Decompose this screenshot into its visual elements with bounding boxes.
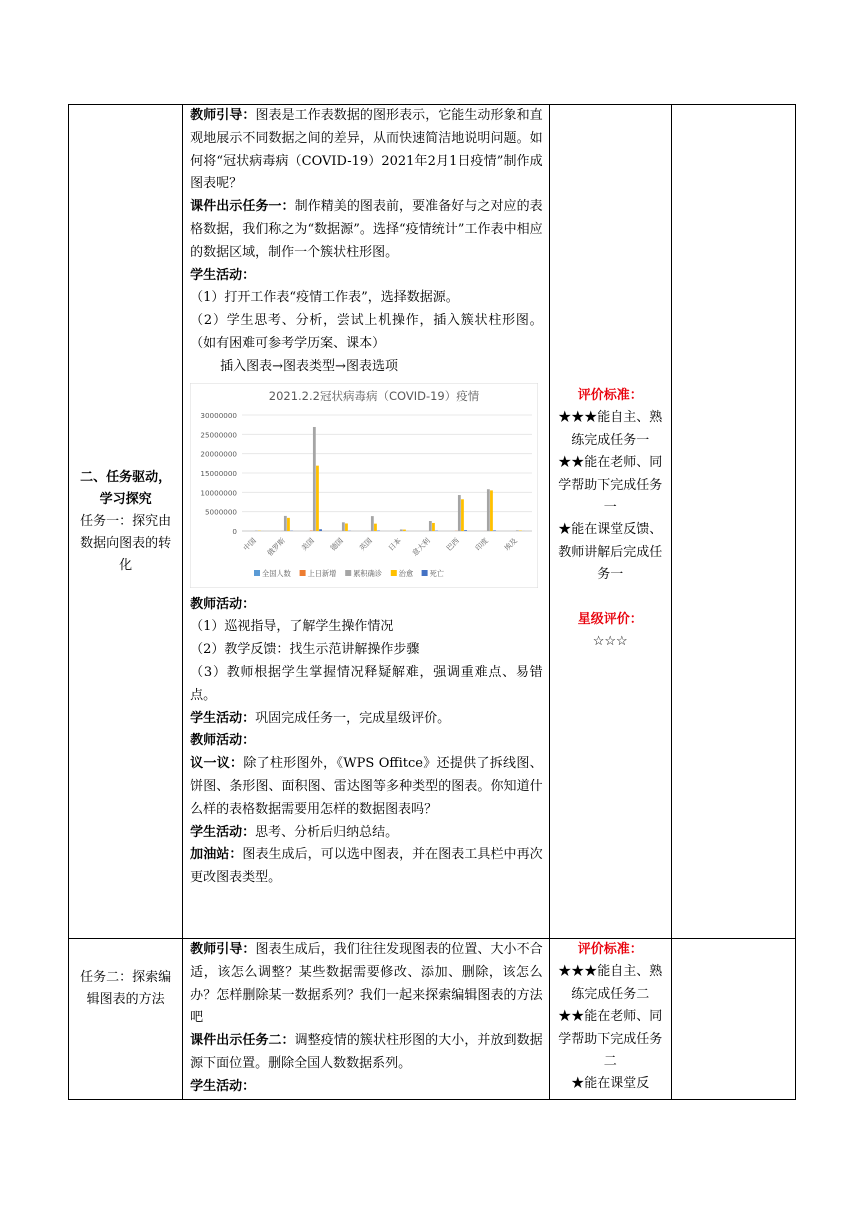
- y-tick-label: 5000000: [205, 507, 238, 517]
- bar-治愈-巴西: [461, 499, 464, 531]
- tip-text: 图表生成后，可以选中图表，并在图表工具栏中再次更改图表类型。: [190, 847, 543, 886]
- x-tick-label: 意大利: [410, 535, 433, 558]
- stage-cell-task1: [69, 105, 183, 939]
- step-1: （1）打开工作表“疫情工作表”，选择数据源。: [190, 290, 459, 306]
- bar-治愈-美国: [316, 465, 319, 530]
- x-tick-label: 英国: [357, 535, 375, 553]
- student-activity-3-text: 思考、分析后归纳总结。: [255, 824, 399, 840]
- x-tick-label: 印度: [473, 535, 491, 553]
- teacher-guide-2-text: 图表生成后，我们往往发现图表的位置、大小不合适，该怎么调整？某些数据需要修改、添加、删除，该怎么办？怎样删除某一数据系列？我们一起来探索编辑图表的方法吧: [190, 942, 543, 1026]
- bar-死亡-美国: [319, 529, 322, 531]
- eval2-level-2: ★★能在老师、同学帮助下完成任务二: [558, 1009, 663, 1070]
- step-2: （2）学生思考、分析，尝试上机操作，插入簇状柱形图。（如有困难可参考学历案、课本）: [190, 313, 543, 351]
- eval-title-2: 评价标准：: [577, 942, 643, 957]
- label-teacher-guide-2: 教师引导：: [190, 942, 256, 957]
- legend-swatch: [300, 570, 306, 576]
- bar-累积确诊-俄罗斯: [284, 515, 287, 530]
- label-student-activity-3: 学生活动：: [190, 824, 256, 840]
- bar-累积确诊-德国: [342, 522, 345, 531]
- label-teacher-guide: 教师引导：: [190, 108, 256, 123]
- label-task1: 课件出示任务一：: [190, 199, 295, 215]
- eval-level-2: ★★能在老师、同学帮助下完成任务一: [558, 455, 663, 516]
- x-tick-label: 中国: [241, 535, 259, 553]
- bar-死亡-印度: [493, 530, 496, 531]
- star-rating-value: ☆☆☆: [592, 634, 628, 650]
- x-tick-label: 日本: [386, 535, 404, 553]
- bar-累积确诊-巴西: [458, 495, 461, 531]
- y-tick-label: 20000000: [200, 449, 238, 459]
- bar-治愈-印度: [490, 490, 493, 531]
- bar-累积确诊-埃及: [516, 530, 519, 531]
- label-discuss: 议一议：: [190, 756, 244, 772]
- eval2-level-1: ★能在课堂反: [571, 1076, 650, 1092]
- stage-title-task2: 任务二：探索编辑图表的方法: [80, 970, 172, 1007]
- notes-cell-task2: [671, 939, 795, 1100]
- bar-治愈-埃及: [519, 530, 522, 531]
- eval-title: 评价标准：: [577, 388, 643, 403]
- bar-累积确诊-日本: [400, 529, 403, 531]
- y-tick-label: 0: [232, 526, 238, 536]
- star-rating-title: 星级评价：: [577, 611, 643, 627]
- x-tick-label: 美国: [299, 535, 317, 553]
- bar-累积确诊-印度: [487, 489, 490, 531]
- bar-治愈-俄罗斯: [287, 517, 290, 530]
- legend-swatch: [391, 570, 397, 576]
- legend-label: 累积确诊: [353, 568, 383, 578]
- bar-累积确诊-美国: [313, 427, 316, 531]
- legend-label: 治愈: [398, 568, 414, 578]
- lesson-plan-table: [68, 104, 796, 1100]
- bar-累积确诊-意大利: [429, 521, 432, 531]
- legend-label: 全国人数: [262, 568, 291, 578]
- label-tip: 加油站：: [190, 847, 243, 863]
- teacher-step-2: （2）教学反馈：找生示范讲解操作步骤: [190, 642, 420, 658]
- chart-path: 插入图表→图表类型→图表选项: [220, 358, 398, 374]
- x-tick-label: 巴西: [444, 535, 462, 553]
- eval-cell-task1: [549, 105, 671, 939]
- stage-title: 二、任务驱动，学习探究: [80, 469, 172, 507]
- label-student-activity-2: 学生活动：: [190, 710, 256, 726]
- covid-chart: [190, 383, 538, 588]
- eval-level-1: ★能在课堂反馈、教师讲解后完成任务一: [558, 522, 663, 583]
- label-task2: 课件出示任务二：: [190, 1033, 295, 1049]
- bar-治愈-德国: [345, 523, 348, 531]
- eval-cell-task2: [549, 939, 671, 1100]
- chart-svg: [190, 383, 538, 588]
- chart-title: 2021.2.2冠状病毒病（COVID-19）疫情: [268, 388, 480, 403]
- legend-label: 上日新增: [307, 568, 337, 578]
- label-student-activity: 学生活动：: [190, 267, 256, 283]
- stage-cell-task2: [69, 939, 183, 1100]
- y-tick-label: 25000000: [200, 429, 238, 439]
- task1-text: 制作精美的图表前，要准备好与之对应的表格数据，我们称之为“数据源”。选择“疫情统计”工作表中相应的数据区域，制作一个簇状柱形图。: [190, 199, 543, 260]
- eval-level-3: ★★★能自主、熟练完成任务一: [558, 410, 663, 448]
- bar-治愈-英国: [374, 523, 377, 530]
- label-student-activity-4: 学生活动：: [190, 1078, 256, 1094]
- discuss-text: 除了柱形图外，《WPS Offitce》还提供了拆线图、饼图、条形图、面积图、雷达图等多种类型的图表。你知道什么样的表格数据需要用怎样的数据图表吗？: [190, 756, 543, 817]
- teacher-step-1: （1）巡视指导，了解学生操作情况: [190, 619, 394, 635]
- bar-治愈-意大利: [432, 523, 435, 531]
- chart-frame: [190, 383, 538, 588]
- legend-label: 死亡: [429, 568, 445, 578]
- legend-swatch: [422, 570, 428, 576]
- label-teacher-activity: 教师活动：: [190, 596, 256, 612]
- y-tick-label: 30000000: [200, 410, 238, 420]
- x-tick-label: 德国: [328, 535, 346, 553]
- x-tick-label: 俄罗斯: [265, 535, 288, 558]
- student-activity-2-text: 巩固完成任务一，完成星级评价。: [255, 710, 451, 726]
- activity-cell-task2: [183, 939, 550, 1100]
- y-tick-label: 10000000: [200, 487, 238, 497]
- label-teacher-activity-2: 教师活动：: [190, 733, 256, 749]
- teacher-guide-text: 图表是工作表数据的图形表示，它能生动形象和直观地展示不同数据之间的差异，从而快速简洁地说明问题。如何将“冠状病毒病（COVID-19）2021年2月1日疫情”制作成图表呢？: [190, 108, 543, 192]
- stage-subtitle: 任务一：探究由数据向图表的转化: [80, 513, 172, 573]
- eval2-level-3: ★★★能自主、熟练完成任务二: [558, 964, 663, 1002]
- task2-text: 调整疫情的簇状柱形图的大小，并放到数据源下面位置。删除全国人数数据系列。: [190, 1033, 543, 1071]
- notes-cell-task1: [671, 105, 795, 939]
- bar-治愈-日本: [403, 529, 406, 530]
- bar-累积确诊-英国: [371, 516, 374, 531]
- activity-cell-task1: [183, 105, 550, 939]
- legend-swatch: [254, 570, 260, 576]
- x-tick-label: 埃及: [502, 535, 520, 553]
- bar-死亡-巴西: [464, 530, 467, 531]
- y-tick-label: 15000000: [200, 468, 238, 478]
- teacher-step-3: （3）教师根据学生掌握情况释疑解难，强调重难点、易错点。: [190, 664, 543, 703]
- legend-swatch: [345, 570, 351, 576]
